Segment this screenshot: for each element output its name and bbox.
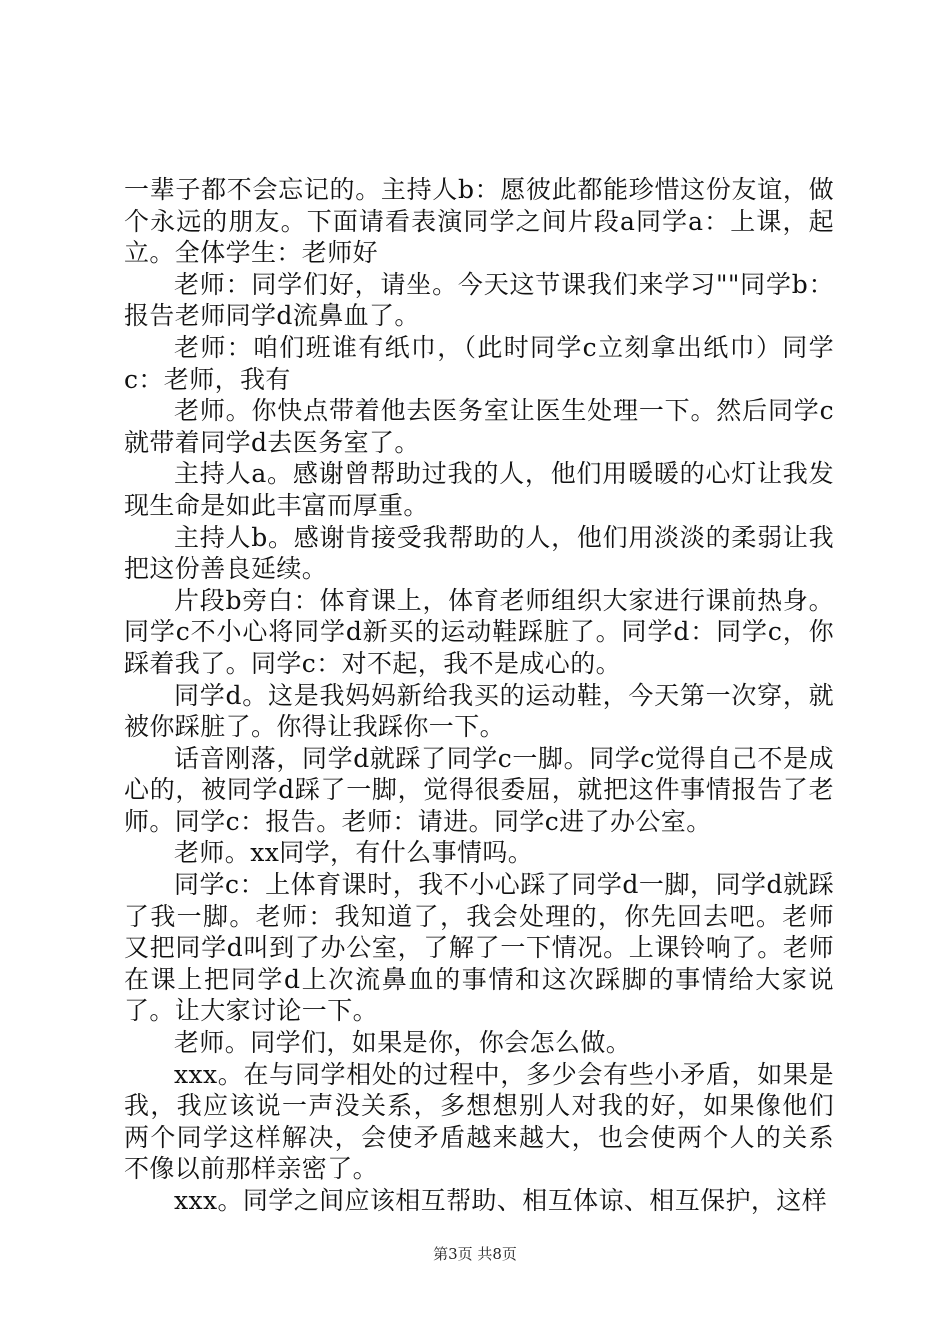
document-body (124, 174, 834, 1217)
paragraph: 片段b旁白：体育课上，体育老师组织大家进行课前热身。同学c不小心将同学d新买的运动鞋踩脏了。同学d：同学c，你踩着我了。同学c：对不起，我不是成心的。 (124, 585, 834, 678)
paragraph: 同学c：上体育课时，我不小心踩了同学d一脚，同学d就踩了我一脚。老师：我知道了，我会处理的，你先回去吧。老师又把同学d叫到了办公室，了解了一下情况。上课铃响了。老师在课上把同学d上次流鼻血的事情和这次踩脚的事情给大家说了。让大家讨论一下。 (124, 870, 834, 1026)
paragraph: 老师：同学们好，请坐。今天这节课我们来学习""同学b：报告老师同学d流鼻血了。 (124, 269, 834, 331)
paragraph: 老师。你快点带着他去医务室让医生处理一下。然后同学c就带着同学d去医务室了。 (124, 396, 834, 457)
paragraph: 一辈子都不会忘记的。主持人b：愿彼此都能珍惜这份友谊，做个永远的朋友。下面请看表演同学之间片段a同学a：上课，起立。全体学生：老师好 (124, 175, 834, 268)
paragraph: 老师。同学们，如果是你，你会怎么做。 (174, 1028, 632, 1058)
paragraph: 话音刚落，同学d就踩了同学c一脚。同学c觉得自己不是成心的，被同学d踩了一脚，觉得很委屈，就把这件事情报告了老师。同学c：报告。老师：请进。同学c进了办公室。 (124, 743, 834, 836)
paragraph: 老师。xx同学，有什么事情吗。 (174, 838, 534, 868)
paragraph: 同学d。这是我妈妈新给我买的运动鞋，今天第一次穿，就被你踩脏了。你得让我踩你一下。 (124, 680, 834, 742)
paragraph: 主持人a。感谢曾帮助过我的人，他们用暖暖的心灯让我发现生命是如此丰富而厚重。 (124, 459, 834, 520)
paragraph: xxx。在与同学相处的过程中，多少会有些小矛盾，如果是我，我应该说一声没关系，多想想别人对我的好，如果像他们两个同学这样解决，会使矛盾越来越大，也会使两个人的关系不像以前那样亲密了。 (124, 1059, 834, 1184)
page-number-footer: 第3页 共8页 (433, 1245, 517, 1263)
paragraph: xxx。同学之间应该相互帮助、相互体谅、相互保护，这样 (174, 1186, 828, 1215)
paragraph: 老师：咱们班谁有纸巾，（此时同学c立刻拿出纸巾）同学c：老师，我有 (124, 332, 834, 394)
paragraph: 主持人b。感谢肯接受我帮助的人，他们用淡淡的柔弱让我把这份善良延续。 (124, 522, 834, 584)
